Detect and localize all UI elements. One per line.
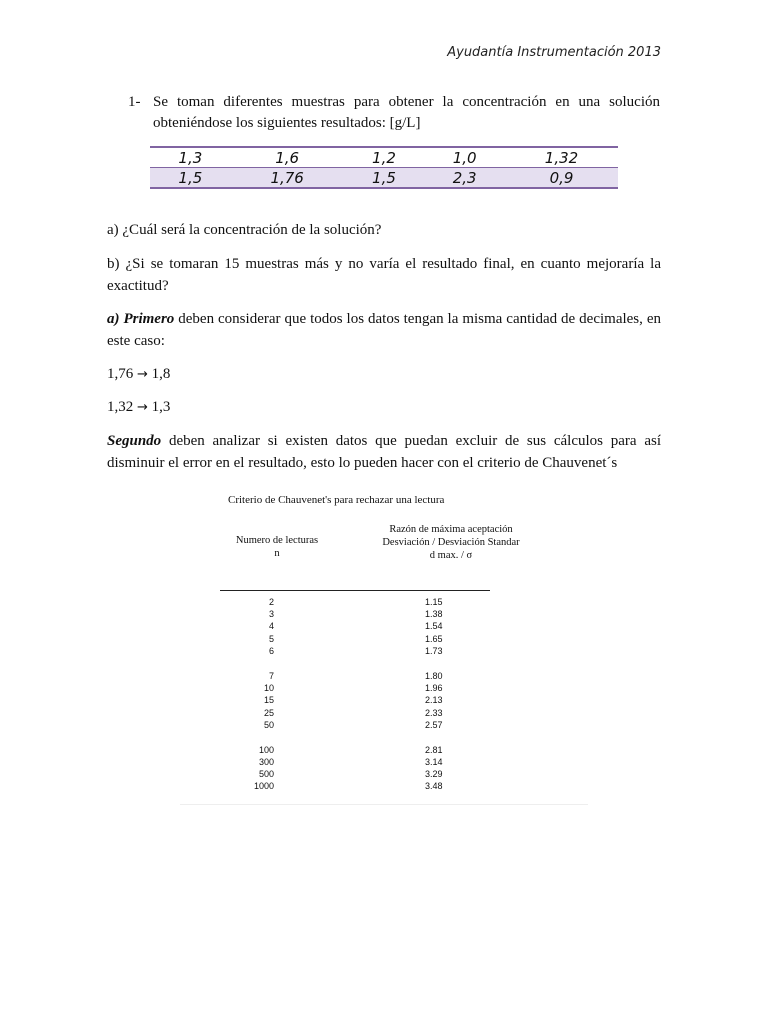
column-header-readings [232, 534, 322, 560]
max-ratio: 1.80 [425, 670, 443, 681]
table-row [220, 780, 490, 792]
second-step [107, 430, 661, 474]
second-text: deben analizar si existen datos que puedan excluir de sus cálculos para así disminuir el error en el resultado, esto lo pueden hacer con el criterio de Chauvenet´s [107, 433, 661, 471]
max-ratio: 1.73 [425, 645, 443, 656]
question-a: a) ¿Cuál será la concentración de la solución? [107, 222, 382, 238]
readings-count: 1000 [253, 781, 274, 792]
readings-count: 10 [263, 683, 274, 694]
readings-count: 3 [268, 609, 274, 620]
answer-a-text: deben considerar que todos los datos tengan la misma cantidad de decimales, en este caso: [107, 311, 662, 349]
header-line: Desviación / Desviación Standar [382, 537, 520, 548]
group-gap [220, 657, 490, 670]
header-line: Numero de lecturas [235, 535, 319, 546]
table-cell: 1,76 [231, 168, 344, 189]
rounding-to: 1,3 [151, 399, 171, 415]
table-row [220, 682, 490, 694]
answer-a-lead: a) Primero [107, 311, 175, 327]
readings-count: 6 [268, 645, 274, 656]
table-row [150, 168, 618, 189]
max-ratio: 1.15 [425, 597, 443, 607]
column-header-ratio [366, 523, 536, 562]
group-gap [220, 731, 490, 744]
rounding-from: 1,32 [107, 399, 134, 415]
table-cell: 1,2 [344, 147, 425, 168]
readings-count: 5 [268, 633, 274, 644]
header-line: Razón de máxima aceptación [389, 524, 513, 535]
table-row [220, 768, 490, 780]
readings-count: 2 [268, 597, 274, 607]
max-ratio: 1.54 [425, 621, 443, 632]
readings-count: 7 [268, 670, 274, 681]
second-lead: Segundo [107, 433, 162, 449]
readings-count: 500 [258, 769, 274, 780]
max-ratio: 2.13 [425, 695, 443, 706]
header-line: n [274, 548, 280, 559]
results-table [150, 146, 618, 189]
header-divider [220, 590, 490, 591]
table-row [220, 633, 490, 645]
readings-count: 4 [268, 621, 274, 632]
arrow-right-icon: → [137, 367, 148, 382]
max-ratio: 3.48 [425, 781, 443, 792]
readings-count: 300 [258, 757, 274, 768]
table-cell: 1,5 [344, 168, 425, 189]
max-ratio: 1.65 [425, 633, 443, 644]
table-row [220, 707, 490, 719]
arrow-right-icon: → [137, 400, 148, 415]
table-row [220, 744, 490, 756]
max-ratio: 3.14 [425, 757, 443, 768]
rounding-2 [107, 396, 661, 419]
question-b: b) ¿Si se tomaran 15 muestras más y no varía el resultado final, en cuanto mejoraría la exactitud? [107, 256, 661, 294]
readings-count: 50 [263, 719, 274, 730]
table-cell: 2,3 [424, 168, 505, 189]
readings-count: 100 [258, 744, 274, 755]
max-ratio: 1.96 [425, 683, 443, 694]
table-row [220, 756, 490, 768]
max-ratio: 2.57 [425, 719, 443, 730]
question-number: 1- [128, 94, 141, 110]
table-cell: 1,0 [424, 147, 505, 168]
question-text: Se toman diferentes muestras para obtener la concentración en una solución obteniéndose los siguientes resultados: [g/L] [153, 94, 660, 131]
rounding-from: 1,76 [107, 366, 134, 382]
table-row [220, 596, 490, 608]
table-cell: 1,5 [150, 168, 231, 189]
question-1 [128, 92, 660, 134]
chauvenet-rows [220, 596, 490, 793]
chauvenet-title: Criterio de Chauvenet's para rechazar una lectura [228, 494, 445, 506]
max-ratio: 3.29 [425, 769, 443, 780]
table-cell: 1,3 [150, 147, 231, 168]
table-row [220, 608, 490, 620]
readings-count: 25 [263, 707, 274, 718]
table-row [220, 719, 490, 731]
header-line: d max. / σ [429, 550, 473, 561]
rounding-to: 1,8 [151, 366, 171, 382]
page-header: Ayudantía Instrumentación 2013 [447, 45, 661, 60]
max-ratio: 2.81 [425, 744, 443, 755]
table-row [220, 620, 490, 632]
table-row [220, 694, 490, 706]
rounding-1 [107, 363, 661, 386]
table-cell: 0,9 [505, 168, 618, 189]
table-cell: 1,32 [505, 147, 618, 168]
table-row [150, 147, 618, 168]
max-ratio: 1.38 [425, 609, 443, 620]
answer-a [107, 308, 661, 352]
table-row [220, 645, 490, 657]
table-cell: 1,6 [231, 147, 344, 168]
readings-count: 15 [263, 695, 274, 706]
table-row [220, 670, 490, 682]
chauvenet-table [180, 488, 588, 805]
max-ratio: 2.33 [425, 707, 443, 718]
